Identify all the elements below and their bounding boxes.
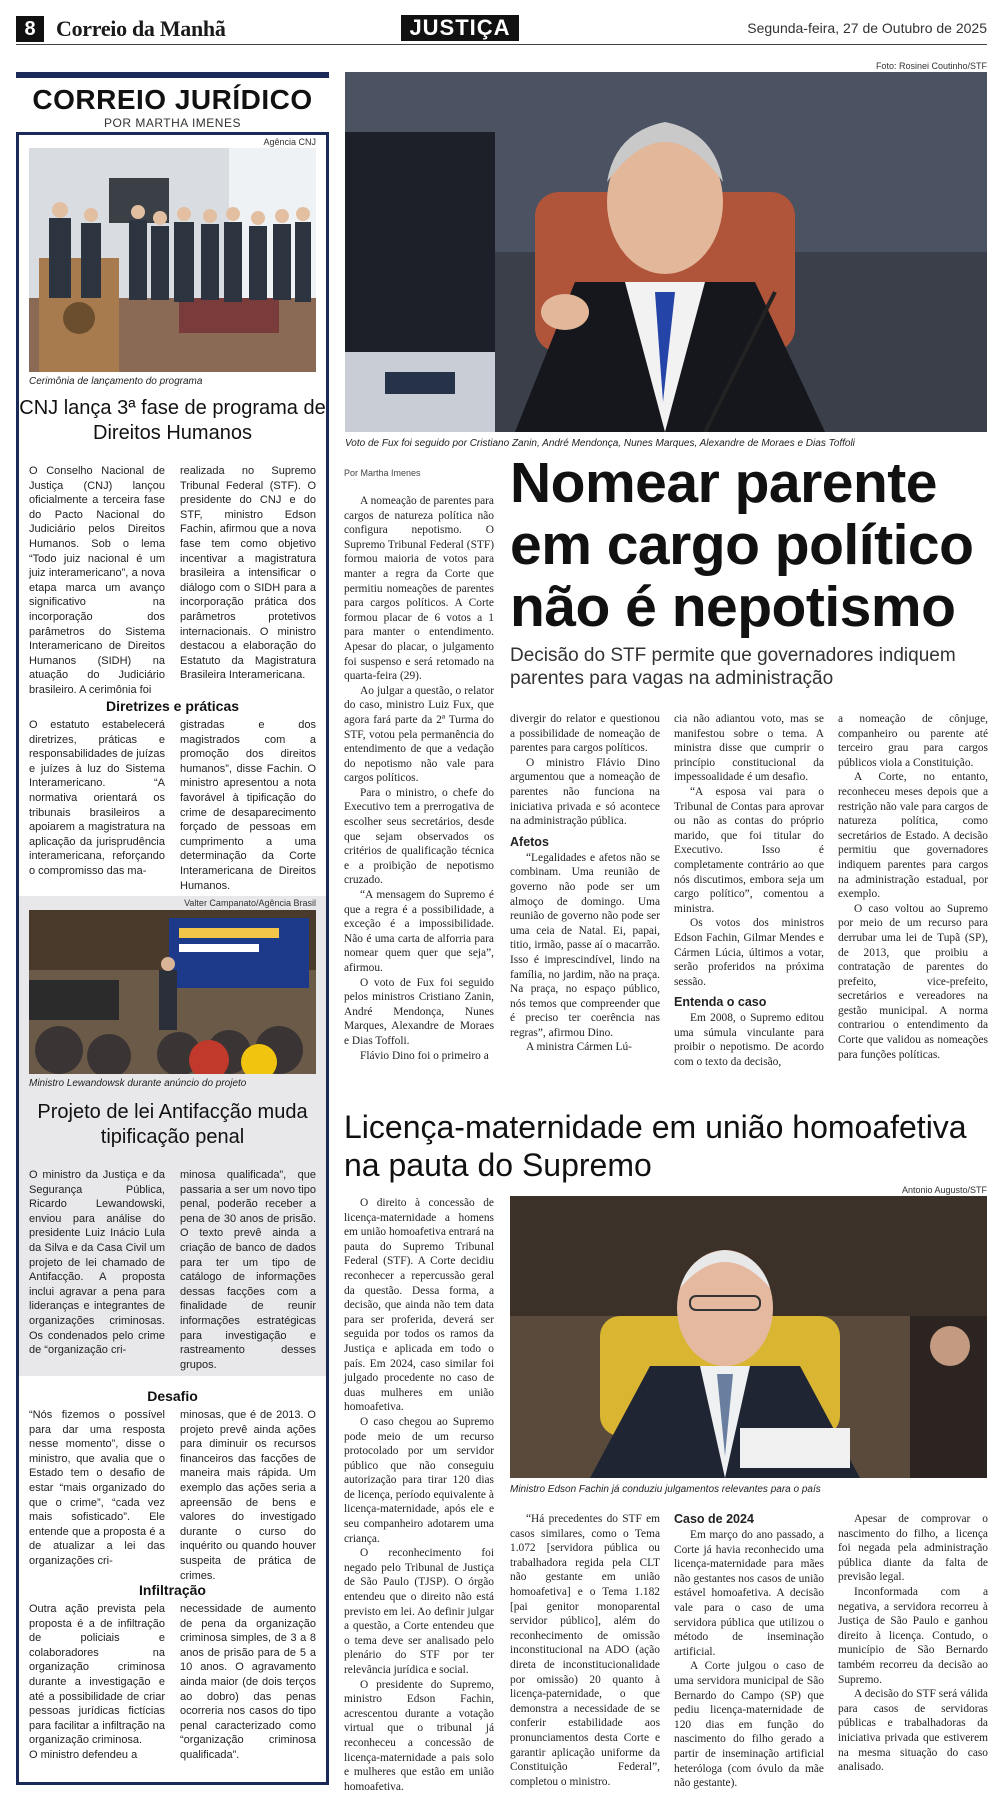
paragraph: A ministra Cármen Lú- (526, 1041, 632, 1054)
photo-caption: Ministro Lewandowsk durante anúncio do projeto (29, 1078, 247, 1089)
paragraph: Ao julgar a questão, o relator do caso, ministro Luiz Fux, que agora fará parte da 2ª Turma do STF, votou pela permanência do entendimento de que a vedação do nepotismo não vale para cargos políticos. (344, 684, 494, 785)
masthead: Correio da Manhã (56, 16, 226, 41)
section-subhead: Caso de 2024 (674, 1512, 754, 1526)
paragraph: O caso voltou ao Supremo por meio de um recurso para derrubar uma lei de Tupã (SP), de 2013, que proibiu a contratação de parentes do prefeito, vice-prefeito, secretários e vereadores na gestão municipal. A norma contrariou o entendimento da Corte que validou as nomeações para funções políticas. (838, 902, 988, 1061)
story-subhead: Diretrizes e práticas (105, 698, 240, 714)
story-text-col5: Outra ação prevista pela proposta é a de infiltração de policiais e colaboradores na organização criminosa durante a investigação e até a possibilidade de criar pessoas jurídicas fictícias para facilitar a infiltração na organização criminosa. O ministro defendeu a (29, 1603, 165, 1761)
section-subhead: Afetos (510, 834, 549, 849)
story-text-col3: O estatuto estabelecerá diretrizes, práticas e responsabilidades de juízas e juízes à luz do Sistema Interamericano. “A normativa orientará os tribunais brasileiros a apoiarem a magistratura na aplicação da jurisprudência interamericana, reforçando o compromisso das ma- (29, 719, 165, 877)
paragraph: Flávio Dino foi o primeiro a (360, 1049, 489, 1062)
paragraph: Em 2008, o Supremo editou uma súmula vinculante para proibir o nepotismo. De acordo com o texto da decisão, (674, 1012, 824, 1069)
sidebar-title: CORREIO JURÍDICO (32, 84, 313, 115)
story-text-col6: necessidade de aumento de pena da organização criminosa simples, de 3 a 8 anos de prisão para de 5 a 10 anos. O agravamento ainda maior (de dois terços ao dobro) das penas ocorreria nos casos do tipo penal caracterizado como “organização criminosa qualificada”. (180, 1603, 316, 1761)
second-text-col1 (344, 1196, 494, 1794)
story-subhead: Desafio (147, 1388, 198, 1404)
story-text-col1: O Conselho Nacional de Justiça (CNJ) lançou oficialmente a terceira fase do Pacto Nacional do Judiciário pelos Direitos Humanos. Sob o lema “Todo juiz nacional é um juiz interamericano”, a nova etapa marca um avanço significativo na incorporação dos parâmetros do Sistema Interamericano de Direitos Humanos (SIDH) na atuação do Judiciário brasileiro. A cerimônia foi (29, 465, 165, 696)
issue-date: Segunda-feira, 27 de Outubro de 2025 (747, 20, 987, 36)
second-text-col3 (674, 1512, 824, 1791)
story-text-col3: “Nós fizemos o possível para dar uma resposta nesse momento”, disse o ministro, que avalia que o Estado tem o desafio de estar “mais organizado do que o crime”, “cada vez mais sofisticado”. Ele entende que a proposta é a de atualizar a lei das organizações cri- (29, 1409, 165, 1567)
story-text-col4: minosas, que é de 2013. O projeto prevê ainda ações para diminuir os recursos financeiros das facções de maneira mais rápida. Um exemplo das ações seria a apreensão de bens e valores do investigado durante o curso do inquérito ou quando houver suspeita de prática de crimes. (180, 1409, 316, 1582)
paragraph: Para o ministro, o chefe do Executivo tem a prerrogativa de escolher seus secretários, desde que sejam observados os critérios de qualificação técnica e a proibição de nepotismo cruzado. (344, 786, 494, 887)
paragraph: a nomeação de cônjuge, companheiro ou parente até terceiro grau para cargos públicos viola a Constituição. (838, 713, 988, 769)
paragraph: Em março do ano passado, a Corte já havia reconhecido uma licença-maternidade para mães não gestantes nos casos de união estável homoafetiva. A decisão vale para o caso de uma servidora pública que utilizou o método de inseminação artificial. (674, 1529, 824, 1658)
paragraph: O reconhecimento foi negado pelo Tribunal de Justiça de São Paulo (TJSP). O órgão entendeu que o direito não está previsto em lei. Ao definir julgar a questão, a Corte entendeu que o tema deve ser analisado pelo plenário do STF por ter relevância jurídica e social. (344, 1547, 494, 1676)
story-text-col2: realizada no Supremo Tribunal Federal (STF). O presidente do CNJ e do STF, ministro Edson Fachin, afirmou que a nova fase tem como objetivo incentivar a magistratura brasileira a intensificar o diálogo com o SIDH para a incorporação prática dos parâmetros protetivos internacionais. O ministro destacou a elaboração do Estatuto da Magistratura Brasileira Interamericana. (180, 465, 316, 682)
paragraph: “Legalidades e afetos não se combinam. Uma reunião de governo não pode ser um almoço de domingo. Uma reunião de governo não pode ser uma ceia de Natal. Ei, papai, titio, irmão, passe aí o macarrão. Isso é imprescindível, lindo na família, no jardim, não na praça. Na praça, no espaço público, nós temos que compreender que é preciso ter coerência nas regras”, afirmou Dino. (510, 851, 660, 1039)
paragraph: Os votos dos ministros Edson Fachin, Gilmar Mendes e Cármen Lúcia, últimos a votar, serão proferidos na próxima sessão. (674, 917, 824, 988)
paragraph: Apesar de comprovar o nascimento do filho, a licença foi negada pela administração pública diante da falta de previsão legal. (838, 1513, 988, 1584)
paragraph: A decisão do STF será válida para casos de servidoras públicas e trabalhadoras da iniciativa privada que estiverem na mesma situação do caso analisado. (838, 1688, 988, 1774)
fachin-photo (510, 1196, 987, 1478)
story-text-col1: O ministro da Justiça e da Segurança Pública, Ricardo Lewandowski, enviou para análise do presidente Luiz Inácio Lula da Silva e da Casa Civil um projeto de lei chamado de Antifacção. A proposta inclui agravar a pena para lideranças e integrantes de organizações criminosas. Os condenados pelo crime de “organização cri- (29, 1169, 165, 1357)
main-dek: Decisão do STF permite que governadores indiquem parentes para vagas na administração (510, 645, 956, 689)
main-text-col1 (344, 494, 494, 1063)
paragraph: “A mensagem do Supremo é que a regra é a possibilidade, a exceção é a impossibilidade. Não é uma carta de alforria para nomear quem quer que seja”, afirmou. (344, 889, 494, 974)
paragraph: “Há precedentes do STF em casos similares, como o Tema 1.072 [servidora pública ou trabalhadora regida pela CLT não gestante em união homoafetiva] e o Tema 1.182 [pai genitor monoparental servidor público], além do reconhecimento de omissão inconstitucional na ADO (ação direta de inconstitucionalidade por omissão) 20 quanto à licença-paternidade, o que demonstra a necessidade de se conferir estabilidade aos pronunciamentos desta Corte e garantir aplicação uniforme da Constituição Federal”, completou o ministro. (510, 1513, 660, 1788)
paragraph: O presidente do Supremo, ministro Edson Fachin, acrescentou durante a votação virtual que o tribunal já reconheceu a concessão de licença-maternidade a pais solo e mulheres que estão em união homoafetiva. (344, 1678, 494, 1793)
header-rule (16, 44, 987, 45)
photo-credit: Agência CNJ (263, 137, 316, 147)
paragraph: A Corte julgou o caso de uma servidora municipal de São Bernardo do Campo (SP) que pediu licença-maternidade de 120 dias em função do nascimento do filho gerado a partir de inseminação artificial heteróloga (com óvulo da mãe não gestante). (674, 1660, 824, 1790)
paragraph: A Corte, no entanto, reconheceu meses depois que a restrição não vale para cargos de natureza política, como secretários de Estado. A decisão permitiu que governadores indiquem parentes para cargos na administração estadual, por exemplo. (838, 771, 988, 901)
photo-caption: Ministro Edson Fachin já conduziu julgamentos relevantes para o país (510, 1484, 821, 1495)
sidebar-byline: POR MARTHA IMENES (104, 116, 241, 130)
story-headline: CNJ lança 3ª fase de programa de Direitos Humanos (19, 397, 326, 444)
story-text-col2: minosa qualificada”, que passaria a ser um novo tipo penal, poderão receber a pena de 30 anos de prisão. O texto prevê ainda a criação de banco de dados para ter um tipo de catálogo de informações dessas facções com a finalidade de reunir informações estratégicas para investigação e rastreamento desses grupos. (180, 1169, 316, 1371)
photo-credit: Foto: Rosinei Coutinho/STF (875, 61, 987, 71)
page-number: 8 (16, 16, 44, 42)
main-headline: Nomear parente em cargo político não é nepotismo (510, 451, 974, 639)
second-text-col2 (510, 1512, 660, 1789)
story-text-col4: gistradas e dos magistrados com a promoção dos direitos humanos”, disse Fachin. O ministro apresentou a nota favorável à tipificação do crime de desaparecimento forçado de pessoas em cumprimento a uma determinação da Corte Interamericana de Direitos Humanos. (180, 719, 316, 892)
photo-credit: Valter Campanato/Agência Brasil (184, 898, 316, 908)
story-subhead: Infiltração (139, 1582, 206, 1598)
cnj-ceremony-photo (29, 148, 316, 372)
paragraph: “A esposa vai para o Tribunal de Contas para aprovar ou não as contas do próprio marido, que foi titular do Executivo. Isso é completamente contrário ao que nós discutimos, embora seja um cargo político”, comentou a ministra. (674, 785, 824, 915)
section-label: JUSTIÇA (401, 15, 519, 41)
paragraph: cia não adiantou voto, mas se manifestou sobre o tema. A ministra disse que cumprir o princípio constitucional da impessoalidade é um desafio. (674, 713, 824, 784)
second-headline: Licença-maternidade em união homoafetiva na pauta do Supremo (344, 1109, 967, 1183)
paragraph: O caso chegou ao Supremo pode meio de um recurso protocolado por um servidor público que não conseguiu autorização para tirar 120 dias de licença, período equivalente à licença-maternidade, após ele e seu companheiro adotarem uma criança. (344, 1415, 494, 1545)
story-headline: Projeto de lei Antifacção muda tipificação penal (37, 1101, 308, 1148)
paragraph: O direito à concessão de licença-maternidade a homens em união homoafetiva entrará na pauta do Supremo Tribunal Federal (STF). A Corte decidiu reconhecer a repercussão geral da questão. Dessa forma, a decisão, que ainda não tem data para ser proferida, deverá ser seguida por todos os ramos da Justiça e aplicada em todo o país. Em 2024, caso similar foi julgado procedente no caso de duas mulheres em união homoafetiva. (344, 1197, 494, 1414)
photo-caption: Cerimônia de lançamento do programa (29, 376, 203, 387)
paragraph: O ministro Flávio Dino argumentou que a nomeação de parentes não funciona na iniciativa privada e só acontece na administração pública. (510, 756, 660, 828)
paragraph: Inconformada com a negativa, a servidora recorreu à Justiça de São Paulo e ganhou direito à licença. Contudo, o município de São Bernardo também recorreu da decisão ao Supremo. (838, 1585, 988, 1686)
byline: Por Martha Imenes (344, 468, 421, 478)
photo-caption: Voto de Fux foi seguido por Cristiano Zanin, André Mendonça, Nunes Marques, Alexandre de Moraes e Dias Toffoli (345, 438, 855, 449)
main-text-col2 (510, 712, 660, 1055)
main-text-col4 (838, 712, 988, 1062)
main-text-col3 (674, 712, 824, 1070)
paragraph: O voto de Fux foi seguido pelos ministros Cristiano Zanin, André Mendonça, Nunes Marques, Alexandre de Moraes e Dias Toffoli. (344, 976, 494, 1047)
paragraph: A nomeação de parentes para cargos de natureza política não configura nepotismo. O Supremo Tribunal Federal (STF) formou maioria de votos para manter a regra da Corte que permitiu nomeações de parentes para cargos políticos. A Corte formou placar de 6 votos a 1 para manter o entendimento. Apesar do placar, o julgamento foi suspenso e será retomado na quarta-feira (29). (344, 495, 494, 683)
second-text-col4 (838, 1512, 988, 1775)
fux-main-photo (345, 72, 987, 432)
photo-credit: Antonio Augusto/STF (901, 1185, 987, 1195)
antifaccao-announcement-photo (29, 910, 316, 1074)
section-subhead: Entenda o caso (674, 995, 767, 1010)
paragraph: divergir do relator e questionou a possibilidade de nomeação de parentes para cargos políticos. (510, 713, 660, 755)
sidebar-top-bar (16, 72, 329, 78)
